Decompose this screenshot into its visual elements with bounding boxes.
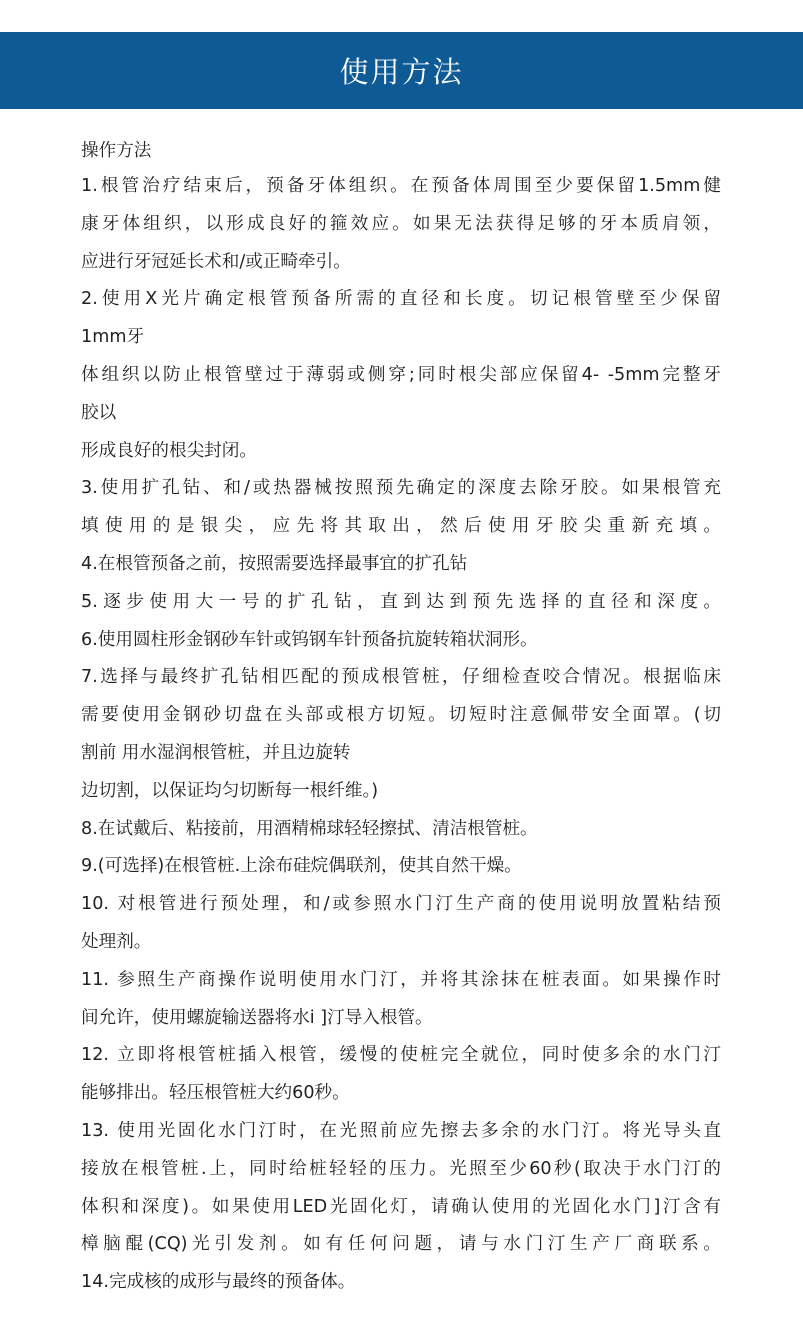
text-line: 割前 用水湿润根管桩，并且边旋转 xyxy=(81,742,351,763)
instructions-body xyxy=(81,134,721,1302)
text-line: 处理剂。 xyxy=(81,931,152,952)
text-line: 9.(可选择)在根管桩.上涂布硅烷偶联剂，使其自然干燥。 xyxy=(81,856,522,877)
text-line: 边切割，以保证均匀切断每一根纤维。) xyxy=(81,780,379,801)
text-line: 6.使用圆柱形金钢砂车针或钨钢车针预备抗旋转箱状洞形。 xyxy=(81,629,538,650)
top-spacer xyxy=(0,0,803,32)
text-line: 形成良好的根尖封闭。 xyxy=(81,440,257,461)
text-line: 需要使用金钢砂切盘在头部或根方切短。切短时注意佩带安全面罩。(切 xyxy=(81,705,721,726)
text-line: 应进行牙冠延长术和/或正畸牵引。 xyxy=(81,251,351,272)
text-line: 康牙体组织，以形成良好的箍效应。如果无法获得足够的牙本质肩领， xyxy=(81,213,721,234)
text-line: 樟脑醌(CQ)光引发剂。如有任何问题，请与水门汀生产厂商联系。 xyxy=(81,1234,721,1255)
text-line: 间允许，使用螺旋输送器将水i ]汀导入根管。 xyxy=(81,1007,433,1028)
text-line: 12. 立即将根管桩插入根管，缓慢的使桩完全就位，同时使多余的水门汀 xyxy=(81,1045,721,1066)
text-line: 7.选择与最终扩孔钻相匹配的预成根管桩，仔细检查咬合情况。根据临床 xyxy=(81,667,721,688)
text-line: 胶以 xyxy=(81,402,117,423)
text-line: 13. 使用光固化水门汀时，在光照前应先擦去多余的水门汀。将光导头直 xyxy=(81,1120,721,1141)
text-line: 填使用的是银尖，应先将其取出，然后使用牙胶尖重新充填。 xyxy=(81,516,721,537)
text-line: 4.在根管预备之前，按照需要选择最事宜的扩孔钻 xyxy=(81,553,468,574)
text-line: 11. 参照生产商操作说明使用水门汀，并将其涂抹在桩表面。如果操作时 xyxy=(81,969,721,990)
text-line: 体组织以防止根管壁过于薄弱或侧穿;同时根尖部应保留4- -5mm完整牙 xyxy=(81,364,721,385)
page-title: 使用方法 xyxy=(339,55,464,89)
text-line: 接放在根管桩.上，同时给桩轻轻的压力。光照至少60秒(取决于水门汀的 xyxy=(81,1158,721,1179)
text-line: 1.根管治疗结束后，预备牙体组织。在预备体周围至少要保留1.5mm健 xyxy=(81,176,721,196)
text-line: 1mm牙 xyxy=(81,327,145,348)
text-line: 14.完成核的成形与最终的预备体。 xyxy=(81,1272,356,1293)
text-line: 2.使用X光片确定根管预备所需的直径和长度。切记根管壁至少保留 xyxy=(81,289,721,310)
text-line: 10. 对根管进行预处理，和/或参照水门汀生产商的使用说明放置粘结预 xyxy=(81,894,721,915)
header-banner xyxy=(0,32,803,109)
text-line: 能够排出。轻压根管桩大约60秒。 xyxy=(81,1083,350,1104)
text-line: 体积和深度)。如果使用LED光固化灯，请确认使用的光固化水门]汀含有 xyxy=(81,1196,721,1217)
section-heading: 操作方法 xyxy=(81,141,152,161)
text-line: 8.在试戴后、粘接前，用酒精棉球轻轻擦拭、清洁根管桩。 xyxy=(81,818,538,839)
text-line: 3.使用扩孔钻、和/或热器械按照预先确定的深度去除牙胶。如果根管充 xyxy=(81,478,721,499)
text-line: 5.逐步使用大一号的扩孔钻，直到达到预先选择的直径和深度。 xyxy=(81,591,721,612)
